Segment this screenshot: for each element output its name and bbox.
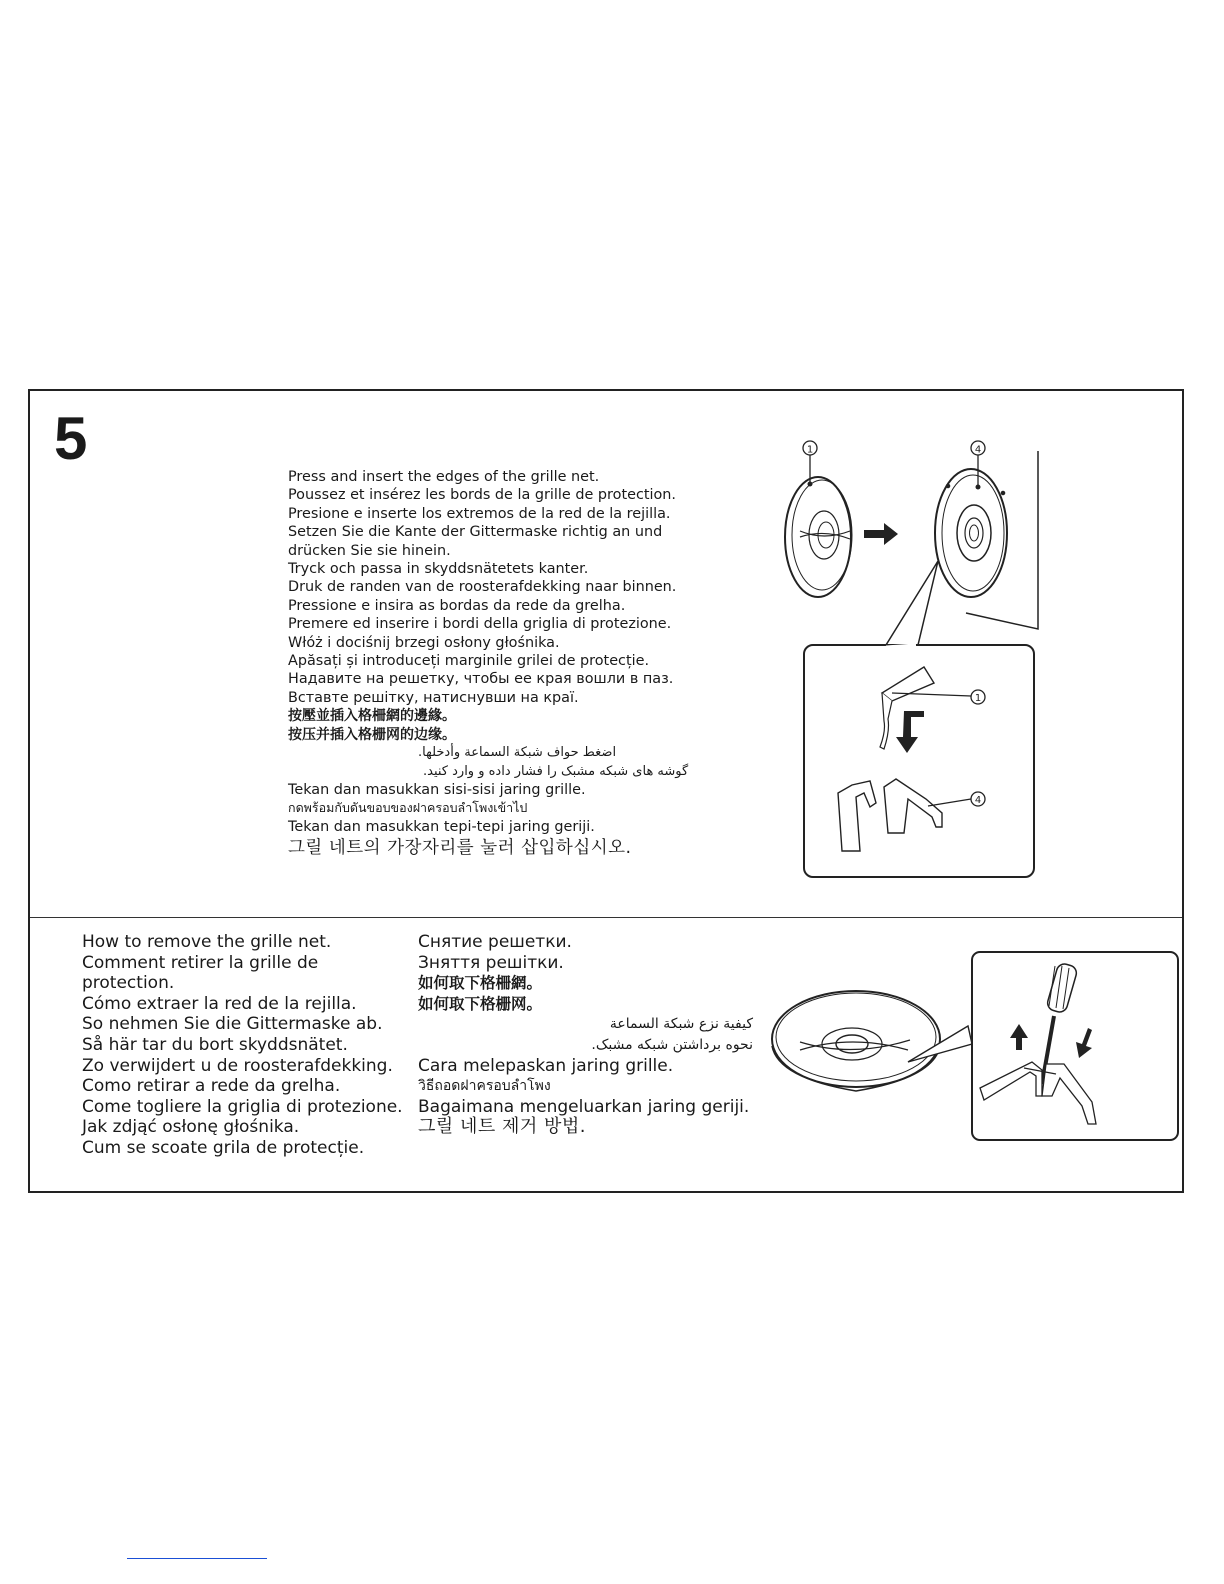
instruction-line: Włóż i dociśnij brzegi osłony głośnika. xyxy=(288,634,560,651)
instruction-line: Come togliere la griglia di protezione. xyxy=(82,1096,403,1117)
grille-net-drawing xyxy=(785,477,852,597)
remove-instructions-left xyxy=(82,932,422,1159)
instruction-line: protection. xyxy=(82,973,175,994)
svg-text:4: 4 xyxy=(974,795,982,806)
instruction-line: drücken Sie sie hinein. xyxy=(288,542,451,559)
callout-4-label: 4 xyxy=(974,444,982,456)
instruction-line: So nehmen Sie die Gittermaske ab. xyxy=(82,1014,383,1035)
instruction-line: Зняття решітки. xyxy=(418,952,564,973)
instruction-line: กดพร้อมกับดันขอบของฝาครอบลำโพงเข้าไป xyxy=(288,800,528,816)
instruction-line: Cara melepaskan jaring grille. xyxy=(418,1055,674,1076)
detail-pointer xyxy=(886,561,938,645)
instruction-line: 그릴 네트 제거 방법. xyxy=(418,1116,586,1138)
instruction-line: Druk de randen van de roosterafdekking naar binnen. xyxy=(288,579,677,596)
callout-1-label: 1 xyxy=(806,444,814,456)
svg-text:1: 1 xyxy=(974,693,982,704)
instruction-line: Cómo extraer la red de la rejilla. xyxy=(82,993,357,1014)
instruction-line: Bagaimana mengeluarkan jaring geriji. xyxy=(418,1096,750,1117)
instruction-line: 按壓並插入格柵網的邊緣。 xyxy=(288,708,456,725)
arrow-right-icon xyxy=(864,523,898,545)
footer-link-underline xyxy=(127,1558,267,1559)
instruction-line: Надавите на решетку, чтобы ее края вошли в паз. xyxy=(288,671,674,688)
section-divider xyxy=(30,917,1182,918)
instruction-line: Tekan dan masukkan sisi-sisi jaring grille. xyxy=(288,781,586,798)
remove-instructions-right xyxy=(418,932,758,1138)
instruction-line: 按压并插入格栅网的边缘。 xyxy=(288,726,456,743)
insert-instructions xyxy=(288,468,728,860)
instruction-line: Tryck och passa in skyddsnätetets kanter. xyxy=(288,561,589,578)
instruction-line: Setzen Sie die Kante der Gittermaske richtig an und xyxy=(288,524,663,541)
callout-4-top xyxy=(971,441,985,490)
remove-grille-illustration xyxy=(770,946,1180,1146)
instruction-line: Poussez et insérez les bords de la grille de protection. xyxy=(288,487,676,504)
detail-inset xyxy=(972,952,1178,1140)
instruction-line: نحوه برداشتن شبکه مشبک. xyxy=(591,1036,753,1053)
instruction-line: Снятие решетки. xyxy=(418,932,572,952)
instruction-line: Så här tar du bort skyddsnätet. xyxy=(82,1034,348,1055)
step-number: 5 xyxy=(54,405,88,472)
instruction-line: 如何取下格栅网。 xyxy=(418,994,543,1013)
instruction-panel xyxy=(28,389,1184,1193)
instruction-line: Pressione e insira as bordas da rede da grelha. xyxy=(288,597,626,614)
instruction-line: Presione e inserte los extremos de la red de la rejilla. xyxy=(288,505,671,522)
instruction-line: كيفية نزع شبكة السماعة xyxy=(609,1016,753,1033)
instruction-line: Вставте решітку, натиснувши на краї. xyxy=(288,689,579,706)
instruction-line: 그릴 네트의 가장자리를 눌러 삽입하십시오. xyxy=(288,838,632,859)
instruction-line: Comment retirer la grille de xyxy=(82,952,319,973)
insert-grille-illustration xyxy=(766,431,1056,891)
instruction-line: Press and insert the edges of the grille net. xyxy=(288,469,600,485)
instruction-line: گوشه های شبکه مشبک را فشار داده و وارد کنید. xyxy=(423,763,689,779)
instruction-line: Tekan dan masukkan tepi-tepi jaring geriji. xyxy=(288,818,595,835)
instruction-line: Zo verwijdert u de roosterafdekking. xyxy=(82,1055,393,1076)
instruction-line: Apăsați și introduceți marginile grilei de protecție. xyxy=(288,653,650,670)
instruction-line: Jak zdjąć osłonę głośnika. xyxy=(82,1117,300,1138)
detail-inset xyxy=(804,645,1034,877)
instruction-line: اضغط حواف شبكة السماعة وأدخلها. xyxy=(418,745,617,761)
instruction-line: Cum se scoate grila de protecție. xyxy=(82,1137,365,1158)
speaker-drawing xyxy=(935,469,1007,597)
instruction-line: Como retirar a rede da grelha. xyxy=(82,1076,341,1097)
grille-on-speaker-drawing xyxy=(772,991,940,1091)
instruction-line: 如何取下格柵網。 xyxy=(418,974,543,993)
instruction-line: How to remove the grille net. xyxy=(82,932,332,952)
instruction-line: Premere ed inserire i bordi della griglia di protezione. xyxy=(288,616,672,633)
instruction-line: วิธีถอดฝาครอบลำโพง xyxy=(418,1078,551,1095)
